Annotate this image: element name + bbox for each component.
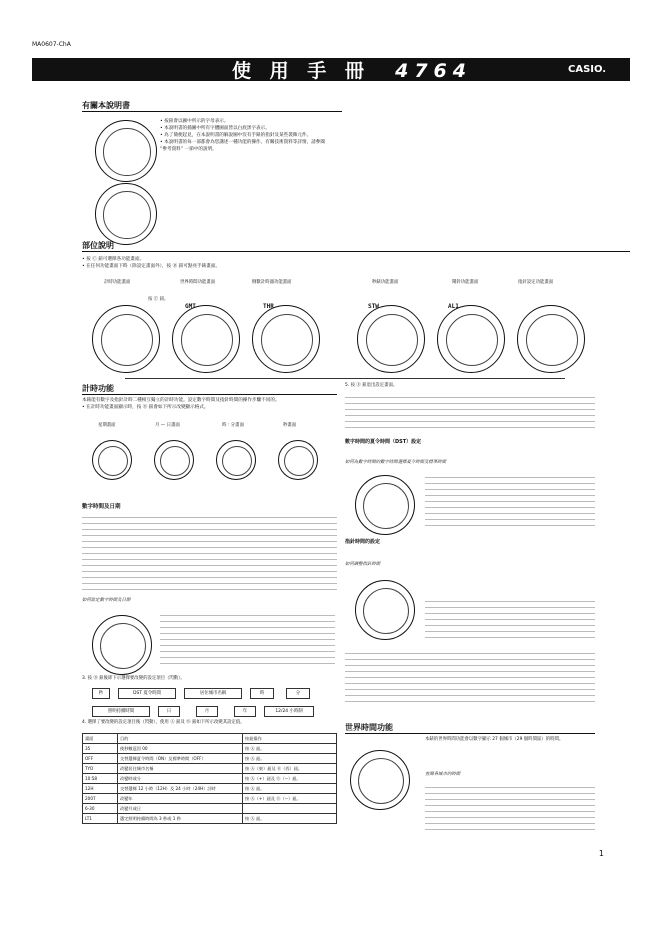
table-header: 目的 xyxy=(118,734,243,744)
dst-steps xyxy=(425,472,595,527)
table-cell: OFF xyxy=(83,754,118,764)
table-cell: 2007 xyxy=(83,794,118,804)
table-cell: 按 Ⓐ 鈕。 xyxy=(243,784,337,794)
brand-logo: CASIO. xyxy=(568,64,607,75)
seq-box: 日 xyxy=(158,706,180,717)
watch-illustration xyxy=(95,120,157,182)
watch-countdown: THR xyxy=(252,305,320,373)
format-label: 秒畫面 xyxy=(283,423,297,428)
manual-title: 使 用 手 冊 4764 xyxy=(232,60,472,82)
watch-dst xyxy=(355,475,415,535)
worldtime-subheading: 查閱各城市的時間 xyxy=(425,772,461,777)
table-row xyxy=(83,794,337,804)
procedure-heading: 如何設定數字時間及日期 xyxy=(82,598,131,603)
table-cell: 交替選擇 12 小時（12H）及 24 小時（24H）計時 xyxy=(118,784,243,794)
table-header-row xyxy=(83,734,337,744)
seq-box: 12/24 小時制 xyxy=(264,706,314,717)
seq-box: 時 xyxy=(250,688,274,699)
seq-box: DST 夏令時間 xyxy=(118,688,176,699)
watch-stopwatch: STW xyxy=(357,305,425,373)
worldtime-intro: 本錶的世界時間功能會以數字顯示 27 個城市（29 個時間區）的時間。 xyxy=(425,737,564,742)
analog-heading: 指針時間的設定 xyxy=(345,539,381,545)
step3-text: 3. 按 Ⓓ 鈕後即下示選擇要改變的設定項目（閃動）。 xyxy=(82,676,185,681)
table-cell: 改變月或日 xyxy=(118,804,243,814)
mode-label: 計時功能畫面 xyxy=(104,280,131,285)
analog-procedure-heading: 如何調整指針時間 xyxy=(345,562,381,567)
about-bullets: • 按鈕會以圖中所示的字母表示。 • 本說明書的插圖中所有字體圖面皆以白底黑字表示。 • 為了簡便起見，在本說明書的解說圖中沒有手錶的指針及某些裝飾元件。 • 本說明書的每一部都會為您講述一種功能的操作。有關技術資料等詳情，請參閱 “參考資料” 一節中的說明。 xyxy=(160,119,325,152)
watch-timekeeping xyxy=(92,305,160,373)
table-row xyxy=(83,754,337,764)
watch-format xyxy=(216,440,256,480)
table-header: 畫面 xyxy=(83,734,118,744)
table-row xyxy=(83,744,337,754)
digital-time-text xyxy=(82,512,337,592)
section-worldtime-heading: 世界時間功能 xyxy=(345,722,595,734)
table-cell: LT1 xyxy=(83,814,118,824)
digital-time-subheading: 數字時間及日期 xyxy=(82,504,121,510)
table-cell: 6-30 xyxy=(83,804,118,814)
table-cell: 使秒數返回 00 xyxy=(118,744,243,754)
table-cell xyxy=(243,804,337,814)
mode-label: 世界時間功能畫面 xyxy=(180,280,216,285)
mode-label: 指針設定功能畫面 xyxy=(518,280,554,285)
table-cell: 改變年 xyxy=(118,794,243,804)
dst-heading: 數字時間的夏令時間（DST）設定 xyxy=(345,439,422,445)
watch-format xyxy=(278,440,318,480)
section-timekeeping-heading: 計時功能 xyxy=(82,383,337,395)
table-cell: 35 xyxy=(83,744,118,754)
seq-box: 秒 xyxy=(92,688,110,699)
mode-label: 秒錶功能畫面 xyxy=(372,280,399,285)
table-cell: 交替選擇夏令時間（ON）及標準時間（OFF） xyxy=(118,754,243,764)
procedure-steps xyxy=(160,610,335,665)
table-cell: TYO xyxy=(83,764,118,774)
step5-notes xyxy=(345,392,595,432)
dst-procedure-heading: 如何為數字時間的數字時間選擇夏令時間及標準時間 xyxy=(345,460,446,465)
watch-format xyxy=(154,440,194,480)
table-cell: 按 Ⓐ 鈕。 xyxy=(243,814,337,824)
watch-alarm: AL1 xyxy=(437,305,505,373)
document-code: MA0607-ChA xyxy=(32,41,71,48)
worldtime-steps xyxy=(425,782,595,832)
settings-table xyxy=(82,733,337,824)
table-row xyxy=(83,814,337,824)
watch-setting xyxy=(92,615,152,675)
analog-notes xyxy=(345,648,595,706)
seq-box: 月 xyxy=(196,706,218,717)
timekeeping-intro: 本錶能有數字及指針計時二種相互獨立的計時功能。設定數字時間及指針時間的操作步驟不同的。 • 在計時功能畫面顯示時，按 Ⓓ 鈕會如下所示改變顯示格式。 xyxy=(82,398,280,410)
page-number: 1 xyxy=(598,849,604,858)
table-header: 按鈕操作 xyxy=(243,734,337,744)
watch-illustration-2 xyxy=(95,183,157,245)
table-cell: 改變時或分 xyxy=(118,774,243,784)
seq-box: 年 xyxy=(234,706,256,717)
step4-text: 4. 選擇了要改變的設定項目後（閃動），使用 Ⓐ 鈕及 Ⓑ 鈕如下所示改變其設定值。 xyxy=(82,720,245,725)
table-row xyxy=(83,764,337,774)
section-about-heading: 有關本說明書 xyxy=(82,100,342,112)
table-cell: 12H xyxy=(83,784,118,794)
table-cell: 10:58 xyxy=(83,774,118,784)
mode-cycle-line xyxy=(125,378,565,379)
seq-box: 居住城市名稱 xyxy=(184,688,242,699)
press-c-label: 按 Ⓒ 鈕。 xyxy=(148,297,169,302)
seq-box: 照明持續時間 xyxy=(92,706,150,717)
table-cell: 按 Ⓐ 鈕。 xyxy=(243,744,337,754)
table-row xyxy=(83,804,337,814)
parts-bullets: • 按 Ⓒ 鈕可選擇各功能畫面。 • 在任何功能畫面下時（除設定畫面外），按 Ⓑ 鈕可點亮手錶畫面。 xyxy=(82,257,221,269)
format-label: 時 : 分畫面 xyxy=(222,423,244,428)
table-cell: 按 Ⓐ（+）鈕及 Ⓑ（−）鈕。 xyxy=(243,774,337,784)
watch-format xyxy=(92,440,132,480)
table-cell: 選定照明持續時間為 3 秒或 1 秒 xyxy=(118,814,243,824)
watch-analog xyxy=(355,580,415,640)
table-cell: 按 Ⓐ（+）鈕及 Ⓑ（−）鈕。 xyxy=(243,794,337,804)
step5-text: 5. 按 Ⓔ 鈕退出設定畫面。 xyxy=(345,383,398,388)
format-label: 月 — 日畫面 xyxy=(155,423,180,428)
table-cell: 按 Ⓐ（東）鈕及 Ⓑ（西）鈕。 xyxy=(243,764,337,774)
table-row xyxy=(83,774,337,784)
format-label: 星期畫面 xyxy=(98,423,116,428)
watch-worldtime: GMT xyxy=(172,305,240,373)
watch-hand-setting xyxy=(517,305,585,373)
table-cell: 改變居住城市名稱 xyxy=(118,764,243,774)
table-row xyxy=(83,784,337,794)
table-cell: 按 Ⓐ 鈕。 xyxy=(243,754,337,764)
analog-steps xyxy=(425,596,595,641)
section-parts-heading: 部位說明 xyxy=(82,240,630,252)
watch-worldtime-2 xyxy=(350,750,410,810)
mode-label: 鬧鈴功能畫面 xyxy=(452,280,479,285)
mode-label: 倒數計時器功能畫面 xyxy=(252,280,292,285)
seq-box: 分 xyxy=(286,688,310,699)
